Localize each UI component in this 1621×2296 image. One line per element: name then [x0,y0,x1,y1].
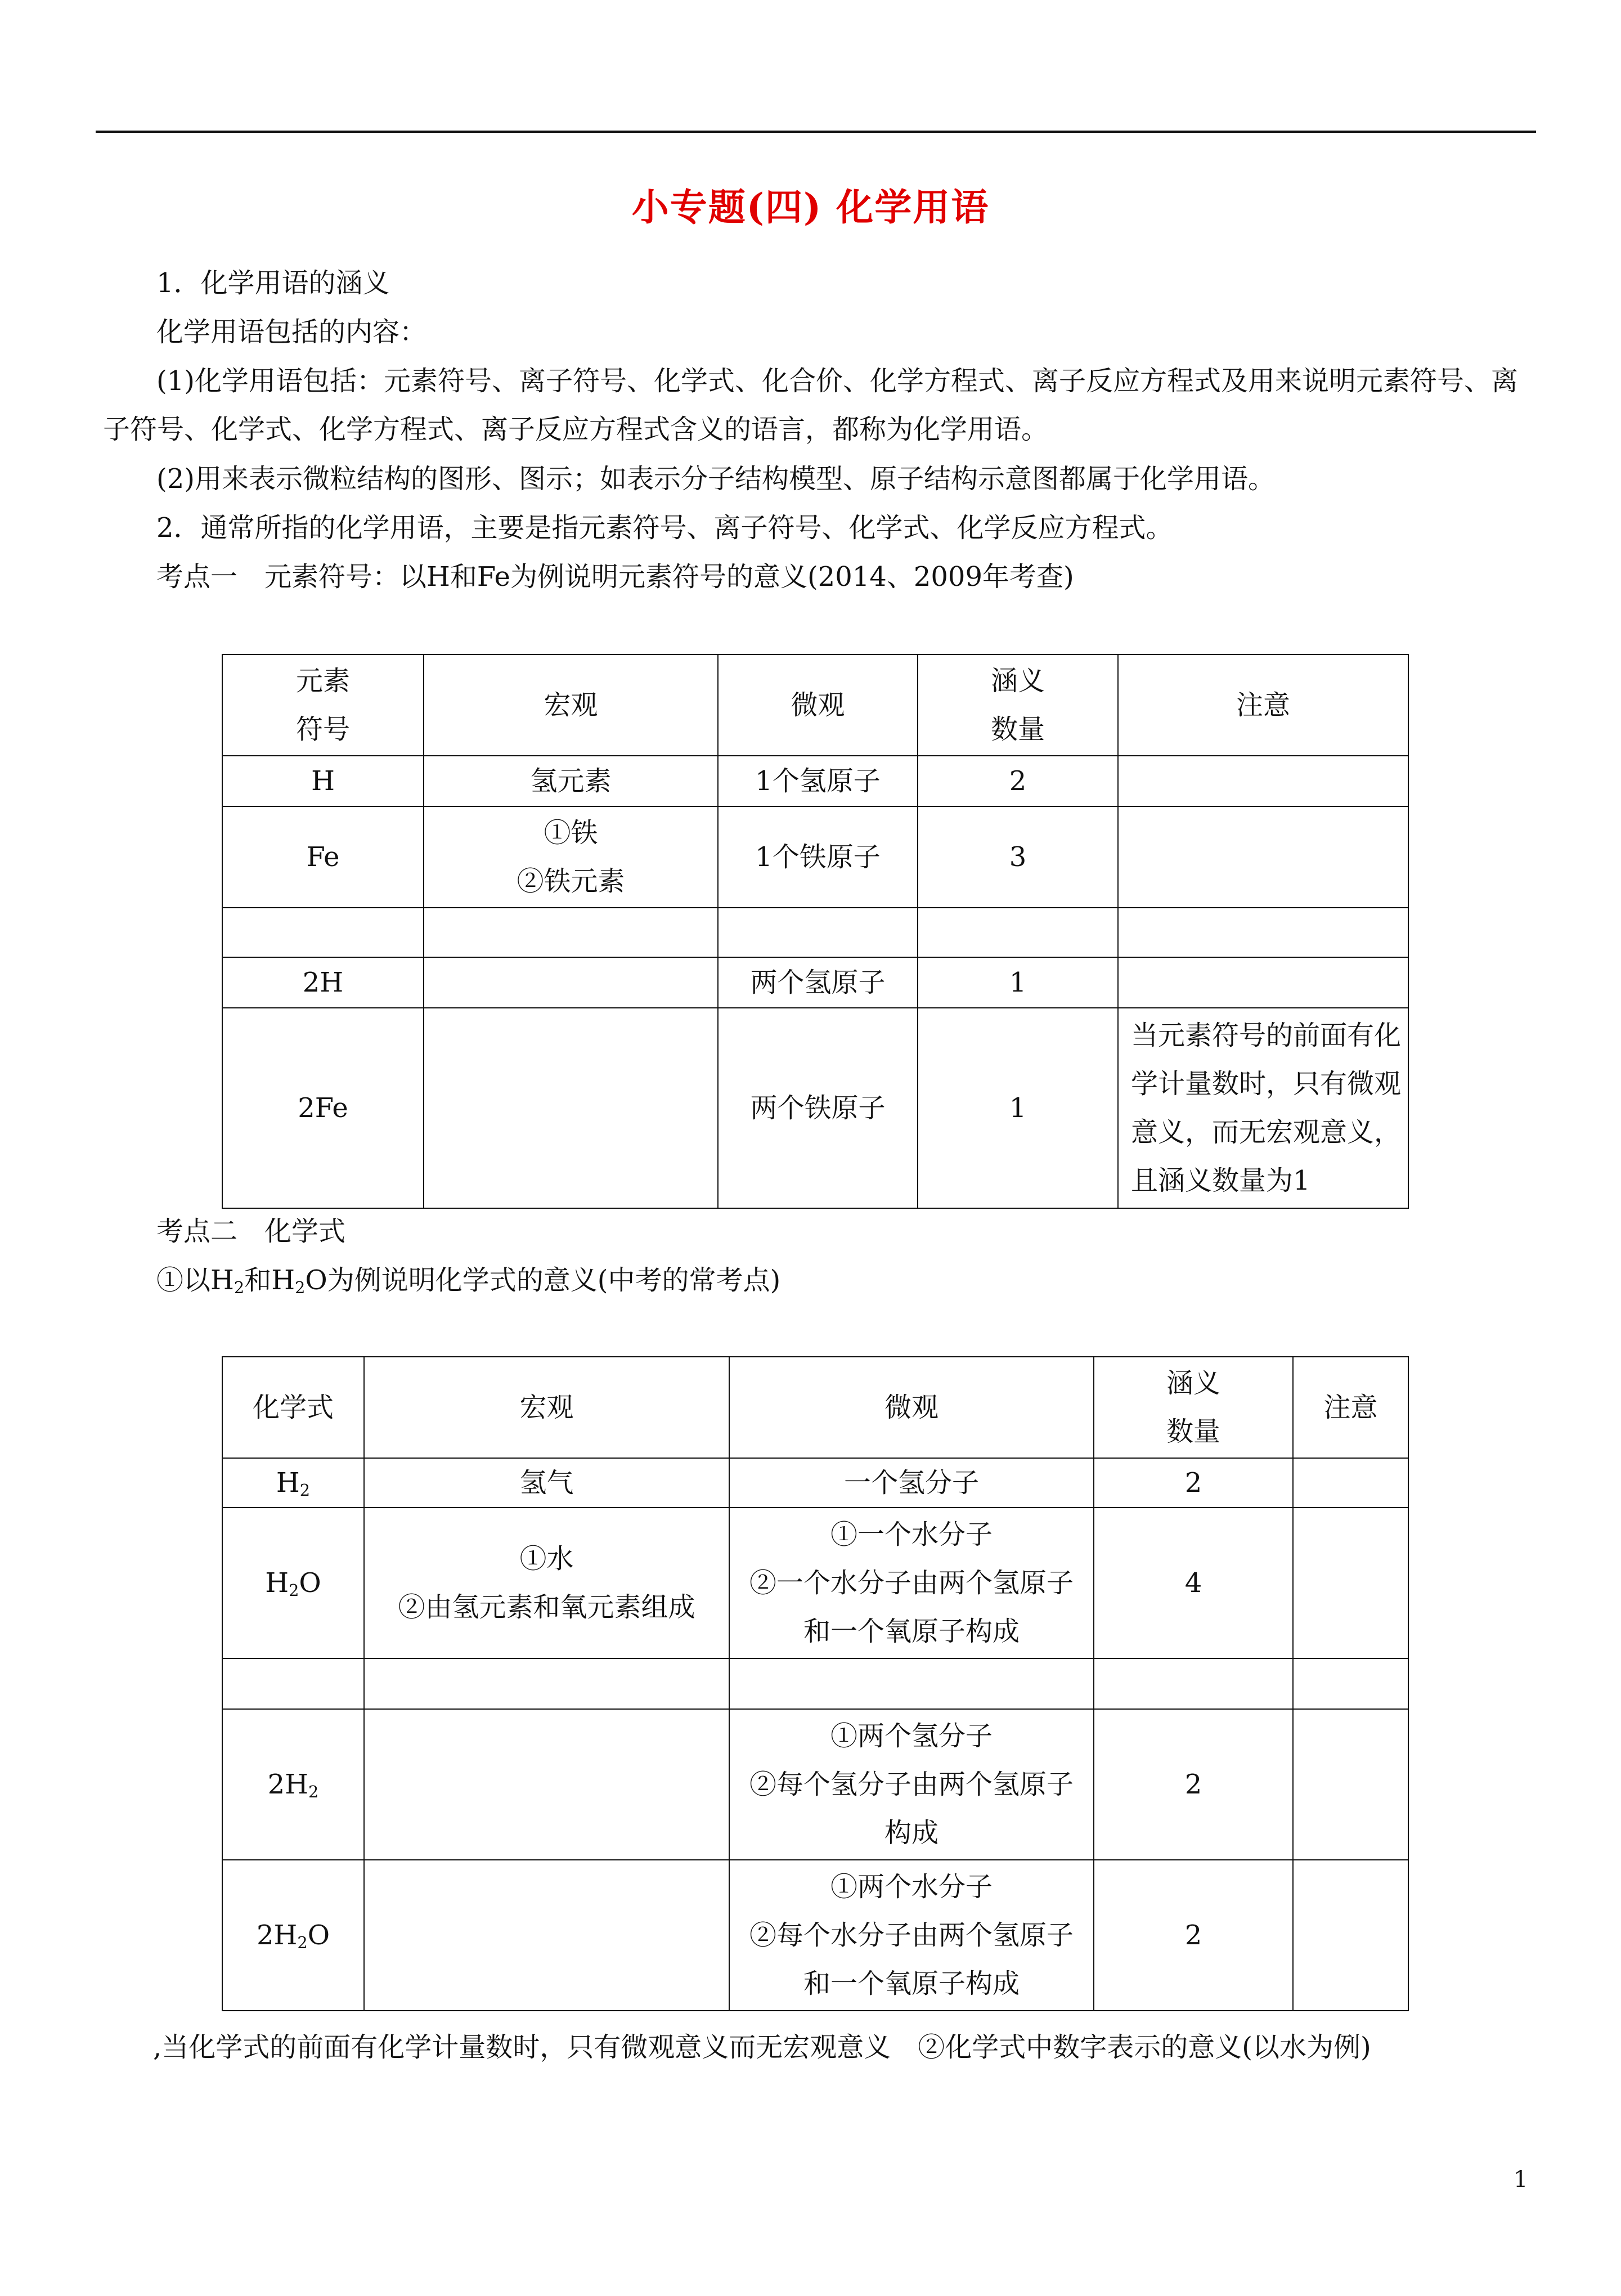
header-cell-macro: 宏观 [364,1357,729,1458]
formula-cell: $H_2O$ [222,1508,364,1658]
symbol-cell: H [222,756,424,806]
micro-cell: ①两个水分子 ②每个水分子由两个氢原子和一个氧原子构成 [729,1860,1094,2011]
macro-cell: 氢气 [364,1458,729,1508]
topic-one-heading: 考点一 元素符号：以H和Fe为例说明元素符号的意义(2014、2009年考查) [156,561,1074,593]
header-cell-note: 注意 [1293,1357,1408,1458]
symbol-cell: 2H [222,957,424,1008]
table-row [222,1008,1408,1208]
table-row [222,908,1408,957]
micro-cell: 一个氢分子 [729,1458,1094,1508]
micro-cell: 两个铁原子 [718,1008,918,1208]
table-header-row [222,654,1408,756]
table-row [222,1860,1408,2011]
macro-cell [364,1658,729,1709]
count-cell: 2 [918,756,1118,806]
header-cell-micro: 微观 [729,1357,1094,1458]
paragraph-content-intro: 化学用语包括的内容： [156,316,427,348]
note-cell [1293,1458,1408,1508]
table-row [222,1458,1408,1508]
symbol-cell: 2Fe [222,1008,424,1208]
micro-cell: 1个氢原子 [718,756,918,806]
paragraph-item-1: (1)化学用语包括：元素符号、离子符号、化学式、化合价、化学方程式、离子反应方程式及用来说明元素符号、离子符号、化学式、化学方程式、离子反应方程式含义的语言，都称为化学用语。 [103,365,1518,445]
trailing-paragraph: ,当化学式的前面有化学计量数时，只有微观意义而无宏观意义 ②化学式中数字表示的意义(以水为例) [153,2032,1371,2063]
count-cell: 1 [918,1008,1118,1208]
micro-cell [718,908,918,957]
count-cell [1094,1658,1293,1709]
macro-cell [424,1008,718,1208]
count-cell: 2 [1094,1458,1293,1508]
note-cell [1293,1658,1408,1709]
note-cell [1293,1709,1408,1860]
note-cell [1118,756,1408,806]
note-cell: 当元素符号的前面有化学计量数时，只有微观意义，而无宏观意义，且涵义数量为1 [1118,1008,1408,1208]
symbol-cell [222,908,424,957]
header-cell-count: 涵义 数量 [1094,1357,1293,1458]
formula-cell: $2H_2O$ [222,1860,364,2011]
macro-cell: ①水 ②由氢元素和氧元素组成 [364,1508,729,1658]
micro-cell: ①两个氢分子 ②每个氢分子由两个氢原子构成 [729,1709,1094,1860]
table-row [222,1658,1408,1709]
macro-cell: 氢元素 [424,756,718,806]
table-row [222,1508,1408,1658]
note-cell [1118,806,1408,908]
count-cell: 4 [1094,1508,1293,1658]
macro-cell: ①铁 ②铁元素 [424,806,718,908]
page-title: 小专题(四) 化学用语 [631,185,990,229]
table-row [222,957,1408,1008]
macro-cell [364,1860,729,2011]
chemical-formula-table [222,1356,1409,2011]
header-cell-symbol: 元素 符号 [222,654,424,756]
note-cell [1118,957,1408,1008]
count-cell: 2 [1094,1860,1293,2011]
header-cell-count: 涵义 数量 [918,654,1118,756]
header-cell-formula: 化学式 [222,1357,364,1458]
count-cell: 1 [918,957,1118,1008]
formula-cell: $H_2$ [222,1458,364,1508]
micro-cell: ①一个水分子 ②一个水分子由两个氢原子和一个氧原子构成 [729,1508,1094,1658]
micro-cell: 1个铁原子 [718,806,918,908]
count-cell: 3 [918,806,1118,908]
note-cell [1293,1860,1408,2011]
micro-cell: 两个氢原子 [718,957,918,1008]
symbol-cell: Fe [222,806,424,908]
count-cell: 2 [1094,1709,1293,1860]
header-cell-note: 注意 [1118,654,1408,756]
paragraph-item-2: (2)用来表示微粒结构的图形、图示；如表示分子结构模型、原子结构示意图都属于化学用语。 [156,463,1275,495]
micro-cell [729,1658,1094,1709]
topic-two-heading: 考点二 化学式 [156,1216,346,1247]
formula-cell: $2H_2$ [222,1709,364,1860]
topic-two-subheading: ①以$H_2$和$H_2O$为例说明化学式的意义(中考的常考点) [156,1264,781,1298]
section-heading-2: 2．通常所指的化学用语，主要是指元素符号、离子符号、化学式、化学反应方程式。 [156,512,1173,544]
macro-cell [424,957,718,1008]
count-cell [918,908,1118,957]
formula-cell [222,1658,364,1709]
note-cell [1118,908,1408,957]
table-row [222,806,1408,908]
table-row [222,1709,1408,1860]
element-symbol-table [222,654,1409,1209]
page-number: 1 [1514,2167,1528,2192]
macro-cell [424,908,718,957]
header-rule [96,131,1536,133]
section-heading-1: 1．化学用语的涵义 [156,267,390,299]
header-cell-micro: 微观 [718,654,918,756]
table-header-row [222,1357,1408,1458]
macro-cell [364,1709,729,1860]
note-cell [1293,1508,1408,1658]
table-row [222,756,1408,806]
header-cell-macro: 宏观 [424,654,718,756]
